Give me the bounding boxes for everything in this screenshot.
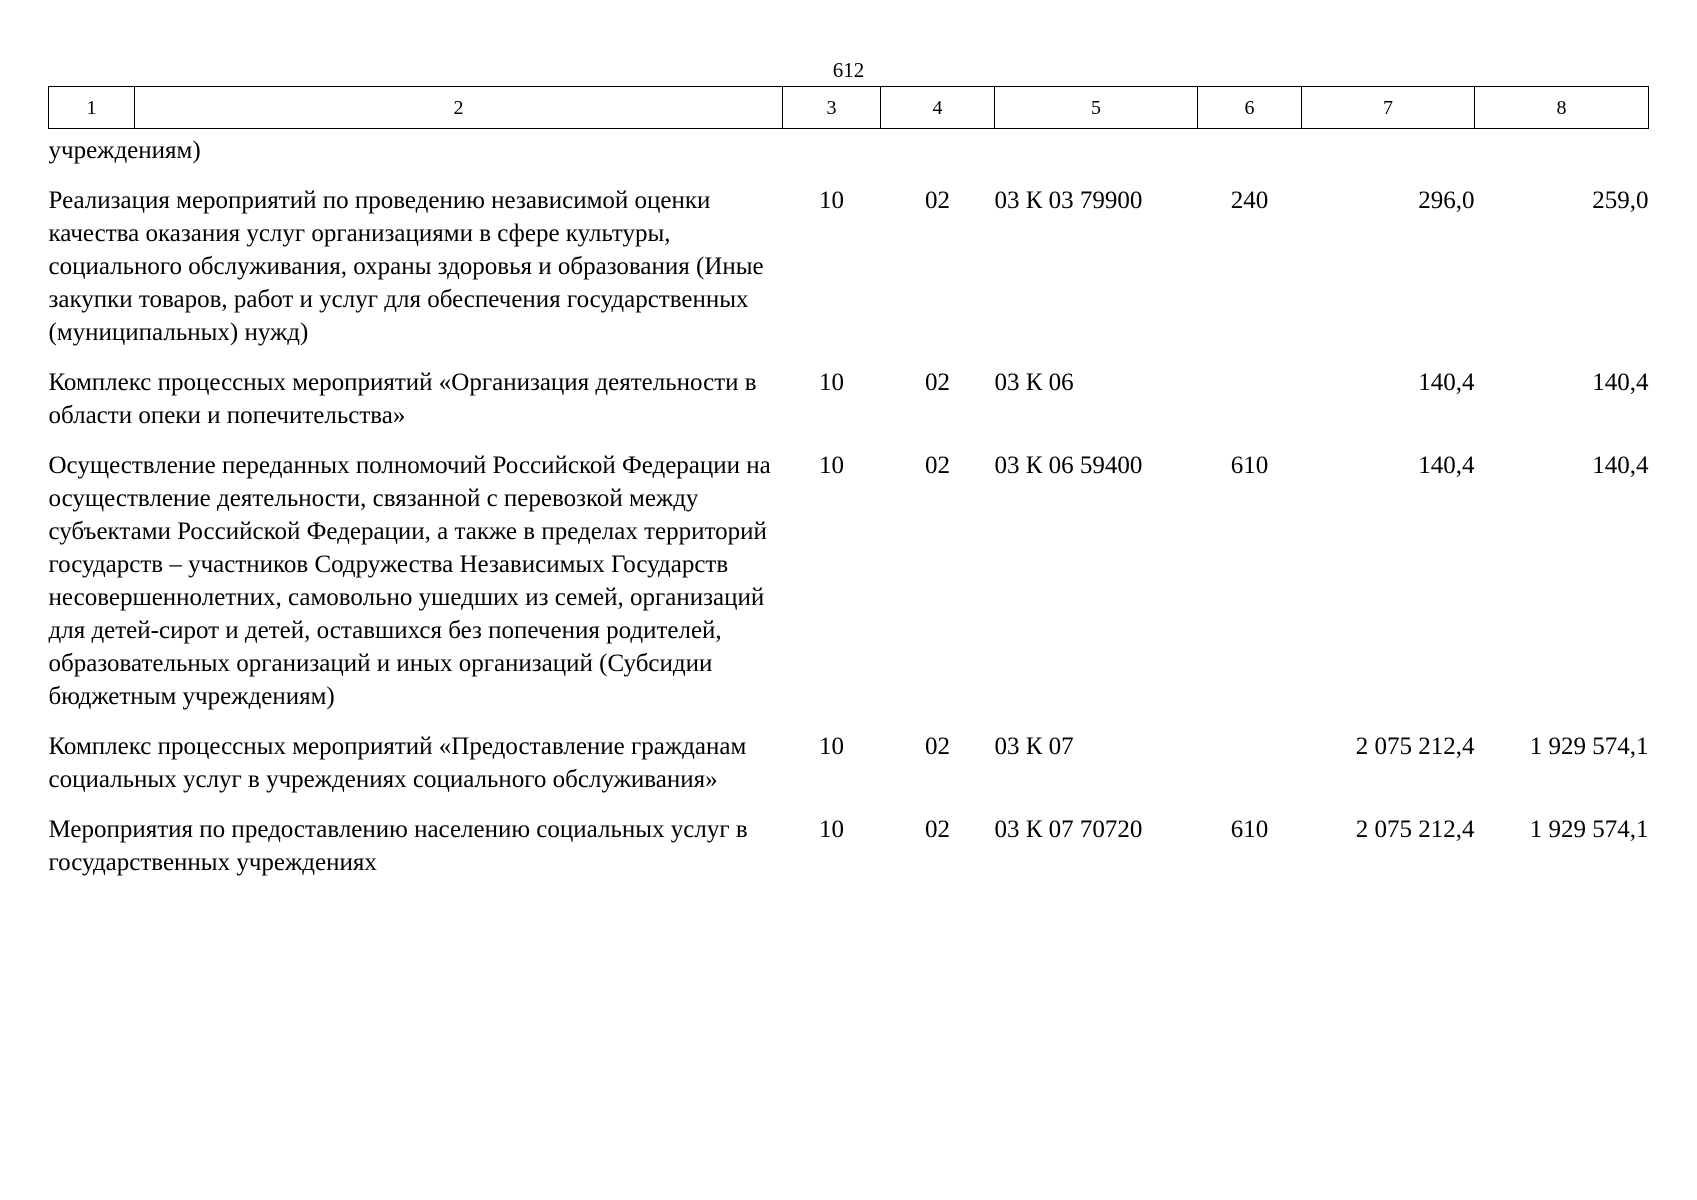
row-amount-year2: 1 929 574,1 xyxy=(1529,733,1649,760)
row-expense-type: 610 xyxy=(1230,816,1269,843)
row-target-code: 03 К 06 59400 xyxy=(994,452,1143,479)
row-amount-year1: 140,4 xyxy=(1418,452,1475,479)
table-row xyxy=(49,449,1649,730)
row-section: 10 xyxy=(819,733,844,760)
row-amount-year1: 296,0 xyxy=(1418,187,1475,214)
row-name: Осуществление переданных полномочий Российской Федерации на осуществление деятельности, связанной с перевозкой между субъектами Российской Федерации, а также в пределах территорий государств – участников Содружества Независимых Государств несовершеннолетних, самовольно ушедших из семей, организаций для детей-сирот и детей, оставшихся без попечения родителей, образовательных организаций и иных организаций (Субсидии бюджетным учреждениям) xyxy=(48,452,771,710)
row-subsection: 02 xyxy=(925,187,950,214)
row-target-code: 03 К 07 70720 xyxy=(994,816,1143,843)
row-subsection: 02 xyxy=(925,733,950,760)
table-row xyxy=(49,730,1649,813)
row-section: 10 xyxy=(819,452,844,479)
row-expense-type xyxy=(1198,129,1302,185)
row-expense-type xyxy=(1198,366,1302,449)
column-header-7: 7 xyxy=(1302,87,1475,129)
row-name: Реализация мероприятий по проведению независимой оценки качества оказания услуг организациями в сфере культуры, социального обслуживания, охраны здоровья и образования (Иные закупки товаров, работ и услуг для обеспечения государственных (муниципальных) нужд) xyxy=(48,187,764,346)
row-expense-type: 240 xyxy=(1230,187,1269,214)
budget-table xyxy=(48,86,1649,879)
row-amount-year2: 1 929 574,1 xyxy=(1529,816,1649,843)
row-target-code: 03 К 03 79900 xyxy=(994,187,1143,214)
column-header-1: 1 xyxy=(49,87,135,129)
row-amount-year1: 140,4 xyxy=(1418,369,1475,396)
column-header-4: 4 xyxy=(881,87,995,129)
table-row xyxy=(49,366,1649,449)
row-target-code: 03 К 07 xyxy=(994,733,1074,760)
row-amount-year2: 140,4 xyxy=(1592,369,1649,396)
table-row xyxy=(49,813,1649,879)
row-amount-year1: 2 075 212,4 xyxy=(1355,816,1475,843)
row-amount-year1 xyxy=(1302,129,1475,185)
row-subsection xyxy=(881,129,995,185)
row-target-code xyxy=(995,129,1198,185)
table-row xyxy=(49,129,1649,185)
row-subsection: 02 xyxy=(925,452,950,479)
row-expense-type: 610 xyxy=(1230,452,1269,479)
row-amount-year2: 140,4 xyxy=(1592,452,1649,479)
row-section: 10 xyxy=(819,369,844,396)
row-subsection: 02 xyxy=(925,369,950,396)
column-header-3: 3 xyxy=(783,87,881,129)
table-row xyxy=(49,184,1649,366)
row-name: Мероприятия по предоставлению населению социальных услуг в государственных учреждениях xyxy=(48,816,748,876)
row-name: Комплекс процессных мероприятий «Организация деятельности в области опеки и попечительства» xyxy=(48,369,757,429)
column-number-header-row xyxy=(49,87,1649,129)
row-name: Комплекс процессных мероприятий «Предоставление гражданам социальных услуг в учреждениях социального обслуживания» xyxy=(48,733,747,793)
row-section: 10 xyxy=(819,187,844,214)
row-target-code: 03 К 06 xyxy=(994,369,1074,396)
row-section: 10 xyxy=(819,816,844,843)
page-number: 612 xyxy=(832,58,865,82)
column-header-2: 2 xyxy=(135,87,783,129)
row-name: учреждениям) xyxy=(48,137,201,164)
row-amount-year2: 259,0 xyxy=(1592,187,1649,214)
row-subsection: 02 xyxy=(925,816,950,843)
column-header-8: 8 xyxy=(1475,87,1649,129)
row-amount-year2 xyxy=(1475,129,1649,185)
row-section xyxy=(783,129,881,185)
column-header-6: 6 xyxy=(1198,87,1302,129)
column-header-5: 5 xyxy=(995,87,1198,129)
row-expense-type xyxy=(1198,730,1302,813)
row-amount-year1: 2 075 212,4 xyxy=(1355,733,1475,760)
